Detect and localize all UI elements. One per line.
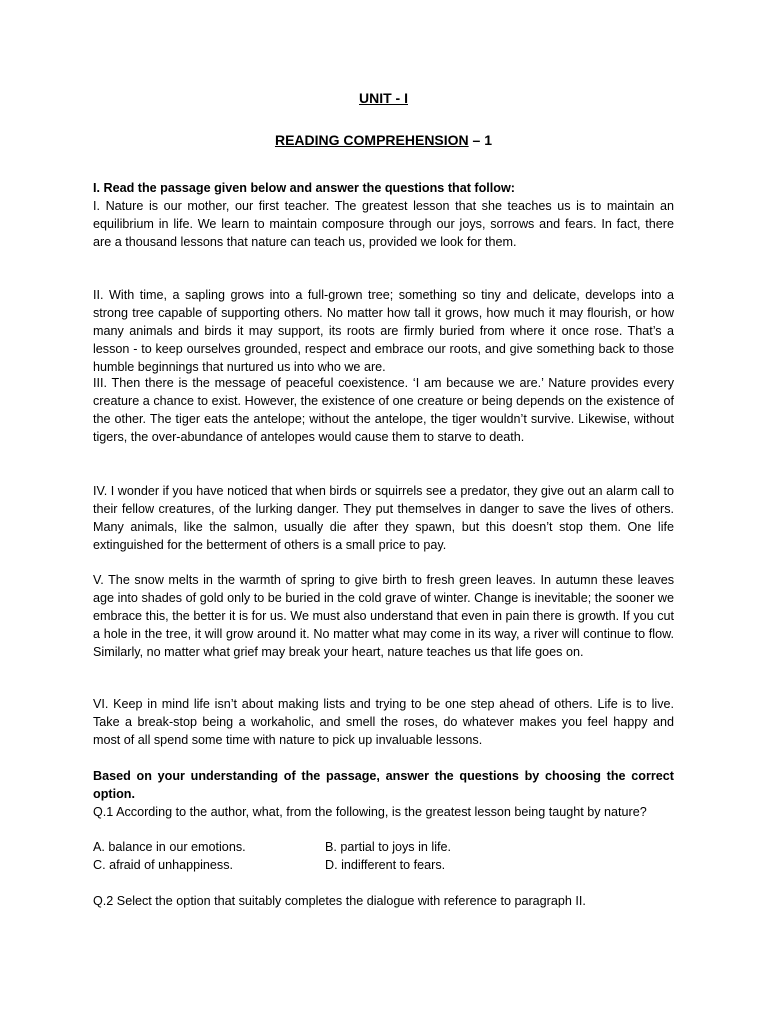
paragraph-1: I. Nature is our mother, our first teacher. The greatest lesson that she teaches us is to maintain an equilibrium in life. We learn to maintain composure through our joys, sorrows and fears. In fact, there are a thousand lessons that nature can teach us, provided we look for them. — [93, 199, 674, 249]
section-title-main: READING COMPREHENSION — [274, 132, 469, 148]
options-row-1 — [93, 838, 674, 856]
option-c: C. afraid of unhappiness. — [93, 858, 234, 872]
paragraph-4: IV. I wonder if you have noticed that when birds or squirrels see a predator, they give out an alarm call to their fellow creatures, of the lurking danger. They put themselves in danger to save the lives of others. Many animals, like the salmon, usually die after they spawn, but this doesn’t stop them. One life extinguished for the betterment of others is a small price to pay. — [93, 484, 674, 552]
section-title-number: – 1 — [468, 132, 493, 148]
unit-title: UNIT - I — [359, 90, 408, 106]
option-b: B. partial to joys in life. — [325, 840, 451, 854]
passage-block-1 — [93, 179, 674, 251]
question-1-options — [93, 838, 674, 874]
options-row-2 — [93, 856, 674, 874]
paragraph-5: V. The snow melts in the warmth of spring to give birth to fresh green leaves. In autumn these leaves age into shades of gold only to be buried in the cold grave of winter. Change is inevitable; the sooner we embrace this, the better it is for us. We must also understand that even in pain there is growth. If you cut a hole in the tree, it will grow around it. No matter what may come in its way, a river will continue to flow. Similarly, no matter what grief may break your heart, nature teaches us that life goes on. — [93, 573, 674, 659]
questions-instruction: Based on your understanding of the passage, answer the questions by choosing the correct option. — [93, 769, 674, 801]
option-d: D. indifferent to fears. — [325, 858, 446, 872]
question-2: Q.2 Select the option that suitably completes the dialogue with reference to paragraph II. — [93, 894, 586, 908]
instruction-heading: I. Read the passage given below and answer the questions that follow: — [93, 181, 515, 195]
question-1: Q.1 According to the author, what, from the following, is the greatest lesson being taught by nature? — [93, 805, 647, 819]
paragraph-6: VI. Keep in mind life isn’t about making lists and trying to be one step ahead of others. Life is to live. Take a break-stop being a workaholic, and smell the roses, do whatever makes you feel happy and most of all spend some time with nature to pick up invaluable lessons. — [93, 697, 674, 747]
paragraph-3: III. Then there is the message of peaceful coexistence. ‘I am because we are.’ Nature provides every creature a chance to exist. However, the existence of one creature or being depends on the existence of the other. The tiger eats the antelope; without the antelope, the tiger wouldn’t survive. Likewise, without tigers, the over-abundance of antelopes would cause them to starve to death. — [93, 376, 674, 444]
option-a: A. balance in our emotions. — [93, 840, 246, 854]
question-section — [93, 767, 674, 821]
section-title — [93, 131, 674, 149]
paragraph-2: II. With time, a sapling grows into a full-grown tree; something so tiny and delicate, develops into a strong tree capable of supporting others. No matter how tall it grows, how much it may flourish, or how many animals and birds it may support, its roots are firmly buried from where it once rose. That’s a lesson - to keep ourselves grounded, respect and embrace our roots, and give something back to those humble beginnings that nurtured us into who we are. — [93, 288, 674, 374]
